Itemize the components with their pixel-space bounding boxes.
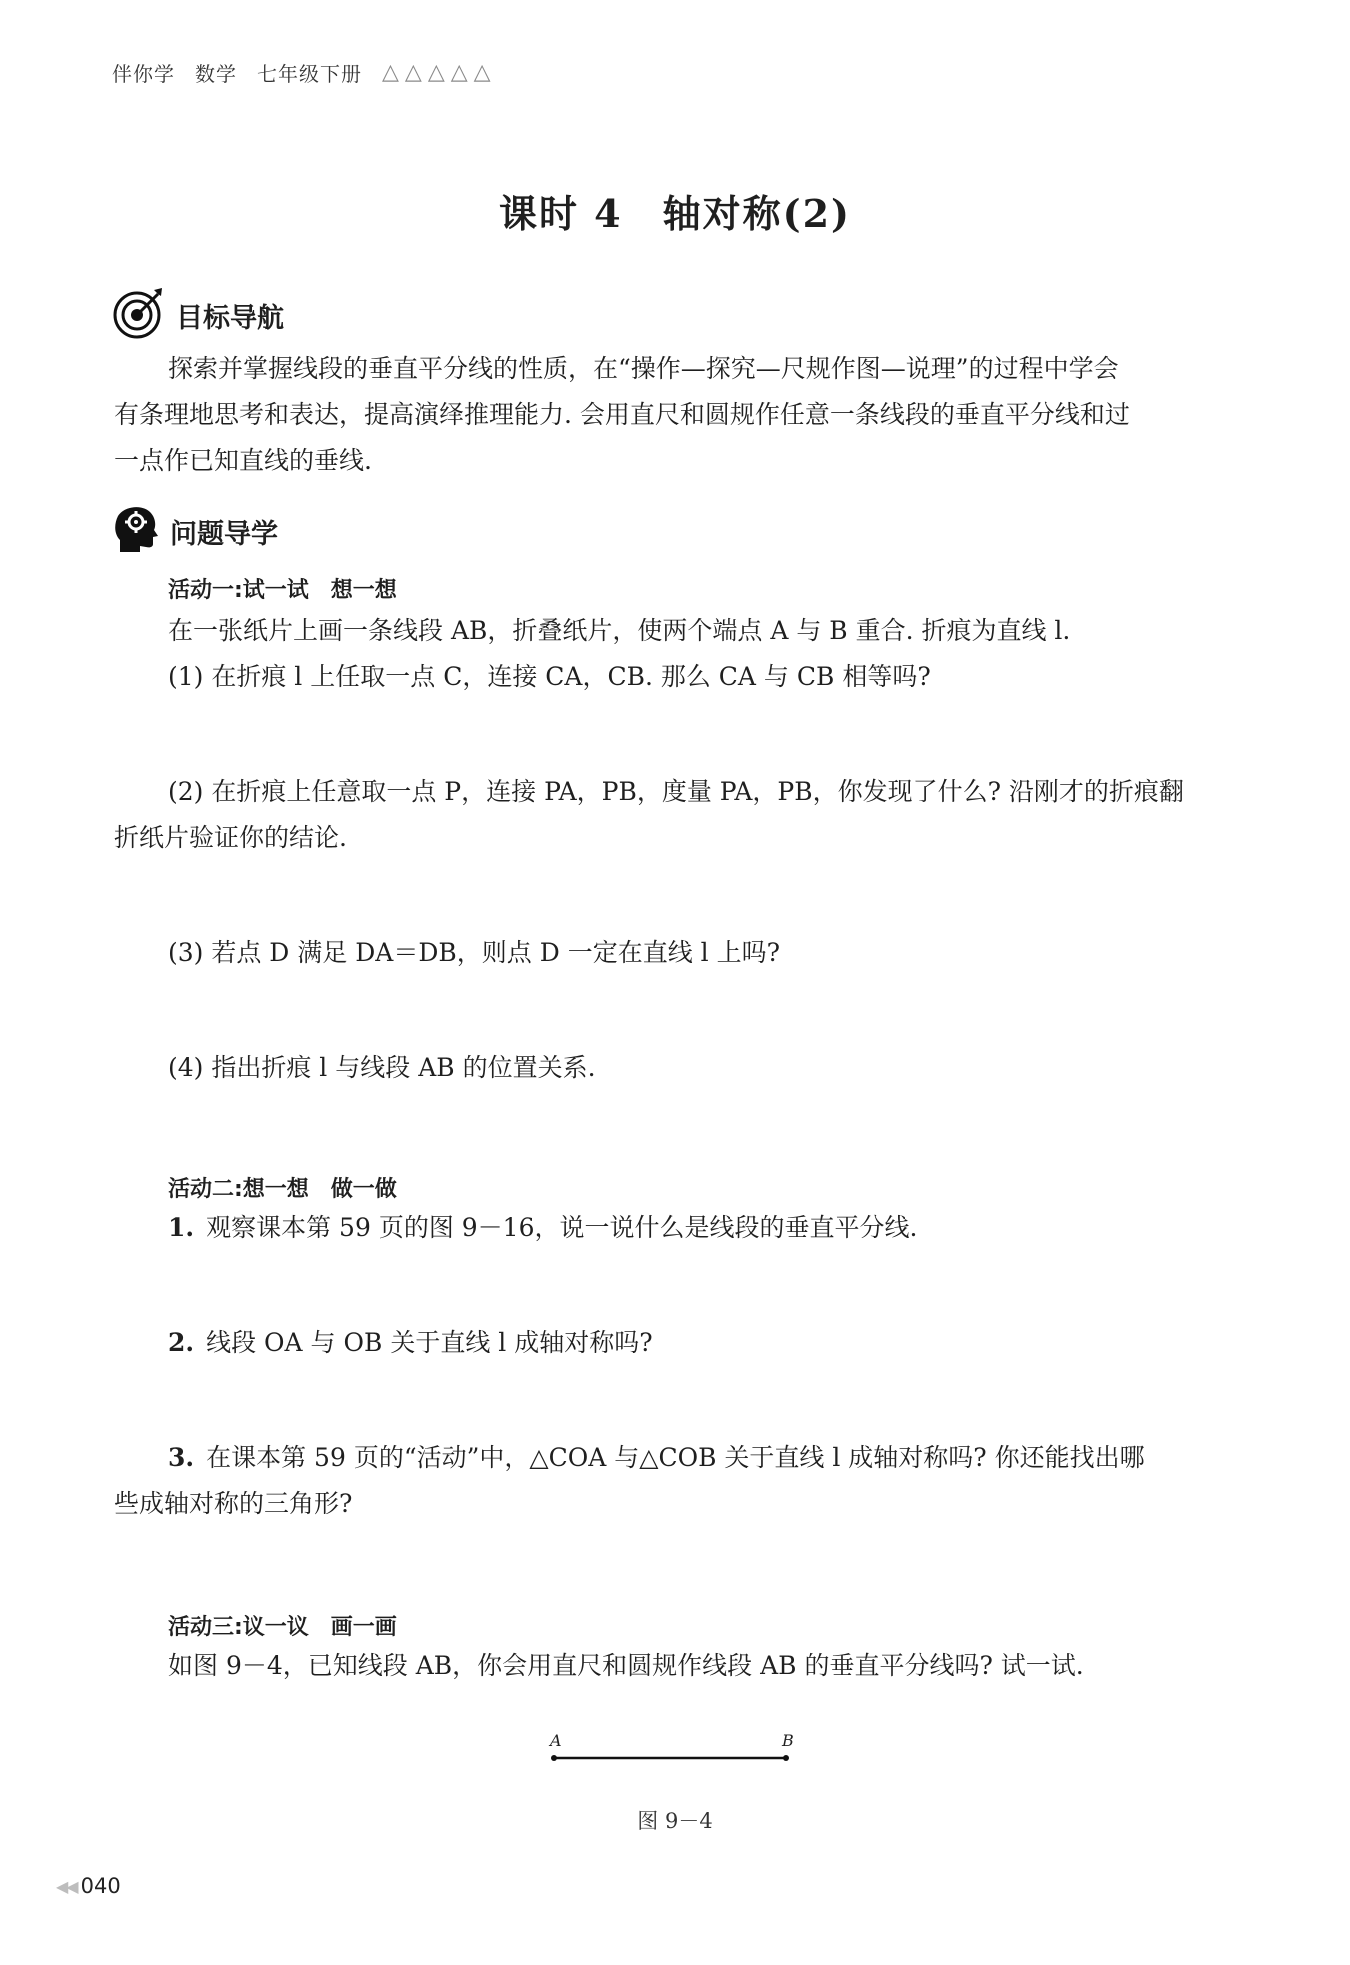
goal-heading: 目标导航 xyxy=(176,302,284,334)
goal-section-heading xyxy=(112,286,284,344)
question-2-line-2: 折纸片验证你的结论. xyxy=(114,823,347,852)
item-text: 线段 OA 与 OB 关于直线 l 成轴对称吗? xyxy=(206,1328,653,1357)
point-a-label: A xyxy=(550,1731,562,1750)
activity-3-intro: 如图 9－4，已知线段 AB，你会用直尺和圆规作线段 AB 的垂直平分线吗? 试一试. xyxy=(168,1651,1084,1680)
point-a xyxy=(551,1755,557,1761)
activity-2-item-1 xyxy=(168,1205,917,1251)
question-4: (4) 指出折痕 l 与线段 AB 的位置关系. xyxy=(168,1053,596,1082)
activity-3-title: 活动三:议一议 画一画 xyxy=(168,1615,397,1640)
activity-2-title: 活动二:想一想 做一做 xyxy=(168,1177,397,1202)
activity-1-intro: 在一张纸片上画一条线段 AB，折叠纸片，使两个端点 A 与 B 重合. 折痕为直线 l. xyxy=(168,616,1071,645)
head-gear-icon xyxy=(112,502,160,560)
question-3: (3) 若点 D 满足 DA＝DB，则点 D 一定在直线 l 上吗? xyxy=(168,938,780,967)
figure-caption: 图 9－4 xyxy=(637,1809,713,1833)
point-b-label: B xyxy=(782,1731,794,1750)
goal-line-3: 一点作已知直线的垂线. xyxy=(114,446,372,475)
goal-line-2: 有条理地思考和表达，提高演绎推理能力. 会用直尺和圆规作任意一条线段的垂直平分线和过 xyxy=(114,400,1130,429)
lesson-number: 课时 4 xyxy=(498,191,623,236)
page-header xyxy=(112,58,497,87)
target-icon xyxy=(112,286,166,344)
triangle-marks: △△△△△ xyxy=(382,60,497,85)
lesson-title xyxy=(0,183,1350,238)
question-1: (1) 在折痕 l 上任取一点 C，连接 CA，CB. 那么 CA 与 CB 相等吗? xyxy=(168,662,931,691)
item-text: 在课本第 59 页的“活动”中，△COA 与△COB 关于直线 l 成轴对称吗? 你还能找出哪 xyxy=(206,1443,1145,1472)
guide-heading: 问题导学 xyxy=(170,518,278,550)
point-b xyxy=(783,1755,789,1761)
page-number xyxy=(56,1874,121,1898)
goal-line-1: 探索并掌握线段的垂直平分线的性质，在“操作—探究—尺规作图—说理”的过程中学会 xyxy=(168,354,1119,383)
activity-2-item-3-cont: 些成轴对称的三角形? xyxy=(114,1489,353,1518)
figure-segment-ab xyxy=(540,1728,800,1792)
activity-2-item-2 xyxy=(168,1320,653,1366)
guide-section-heading xyxy=(112,502,278,560)
grade-name: 七年级下册 xyxy=(257,62,362,86)
item-number: 2. xyxy=(168,1328,195,1357)
book-name: 伴你学 xyxy=(112,62,175,86)
lesson-name: 轴对称(2) xyxy=(662,191,852,236)
question-2-line-1: (2) 在折痕上任意取一点 P，连接 PA，PB，度量 PA，PB，你发现了什么? 沿刚才的折痕翻 xyxy=(168,777,1184,806)
activity-1-title: 活动一:试一试 想一想 xyxy=(168,578,397,603)
page-number-text: 040 xyxy=(80,1874,121,1898)
subject-name: 数学 xyxy=(195,62,237,86)
activity-2-item-3 xyxy=(168,1435,1145,1481)
item-text: 观察课本第 59 页的图 9－16，说一说什么是线段的垂直平分线. xyxy=(206,1213,918,1242)
item-number: 1. xyxy=(168,1213,195,1242)
item-number: 3. xyxy=(168,1443,195,1472)
arrow-left-icon: ◀◀ xyxy=(56,1876,77,1896)
